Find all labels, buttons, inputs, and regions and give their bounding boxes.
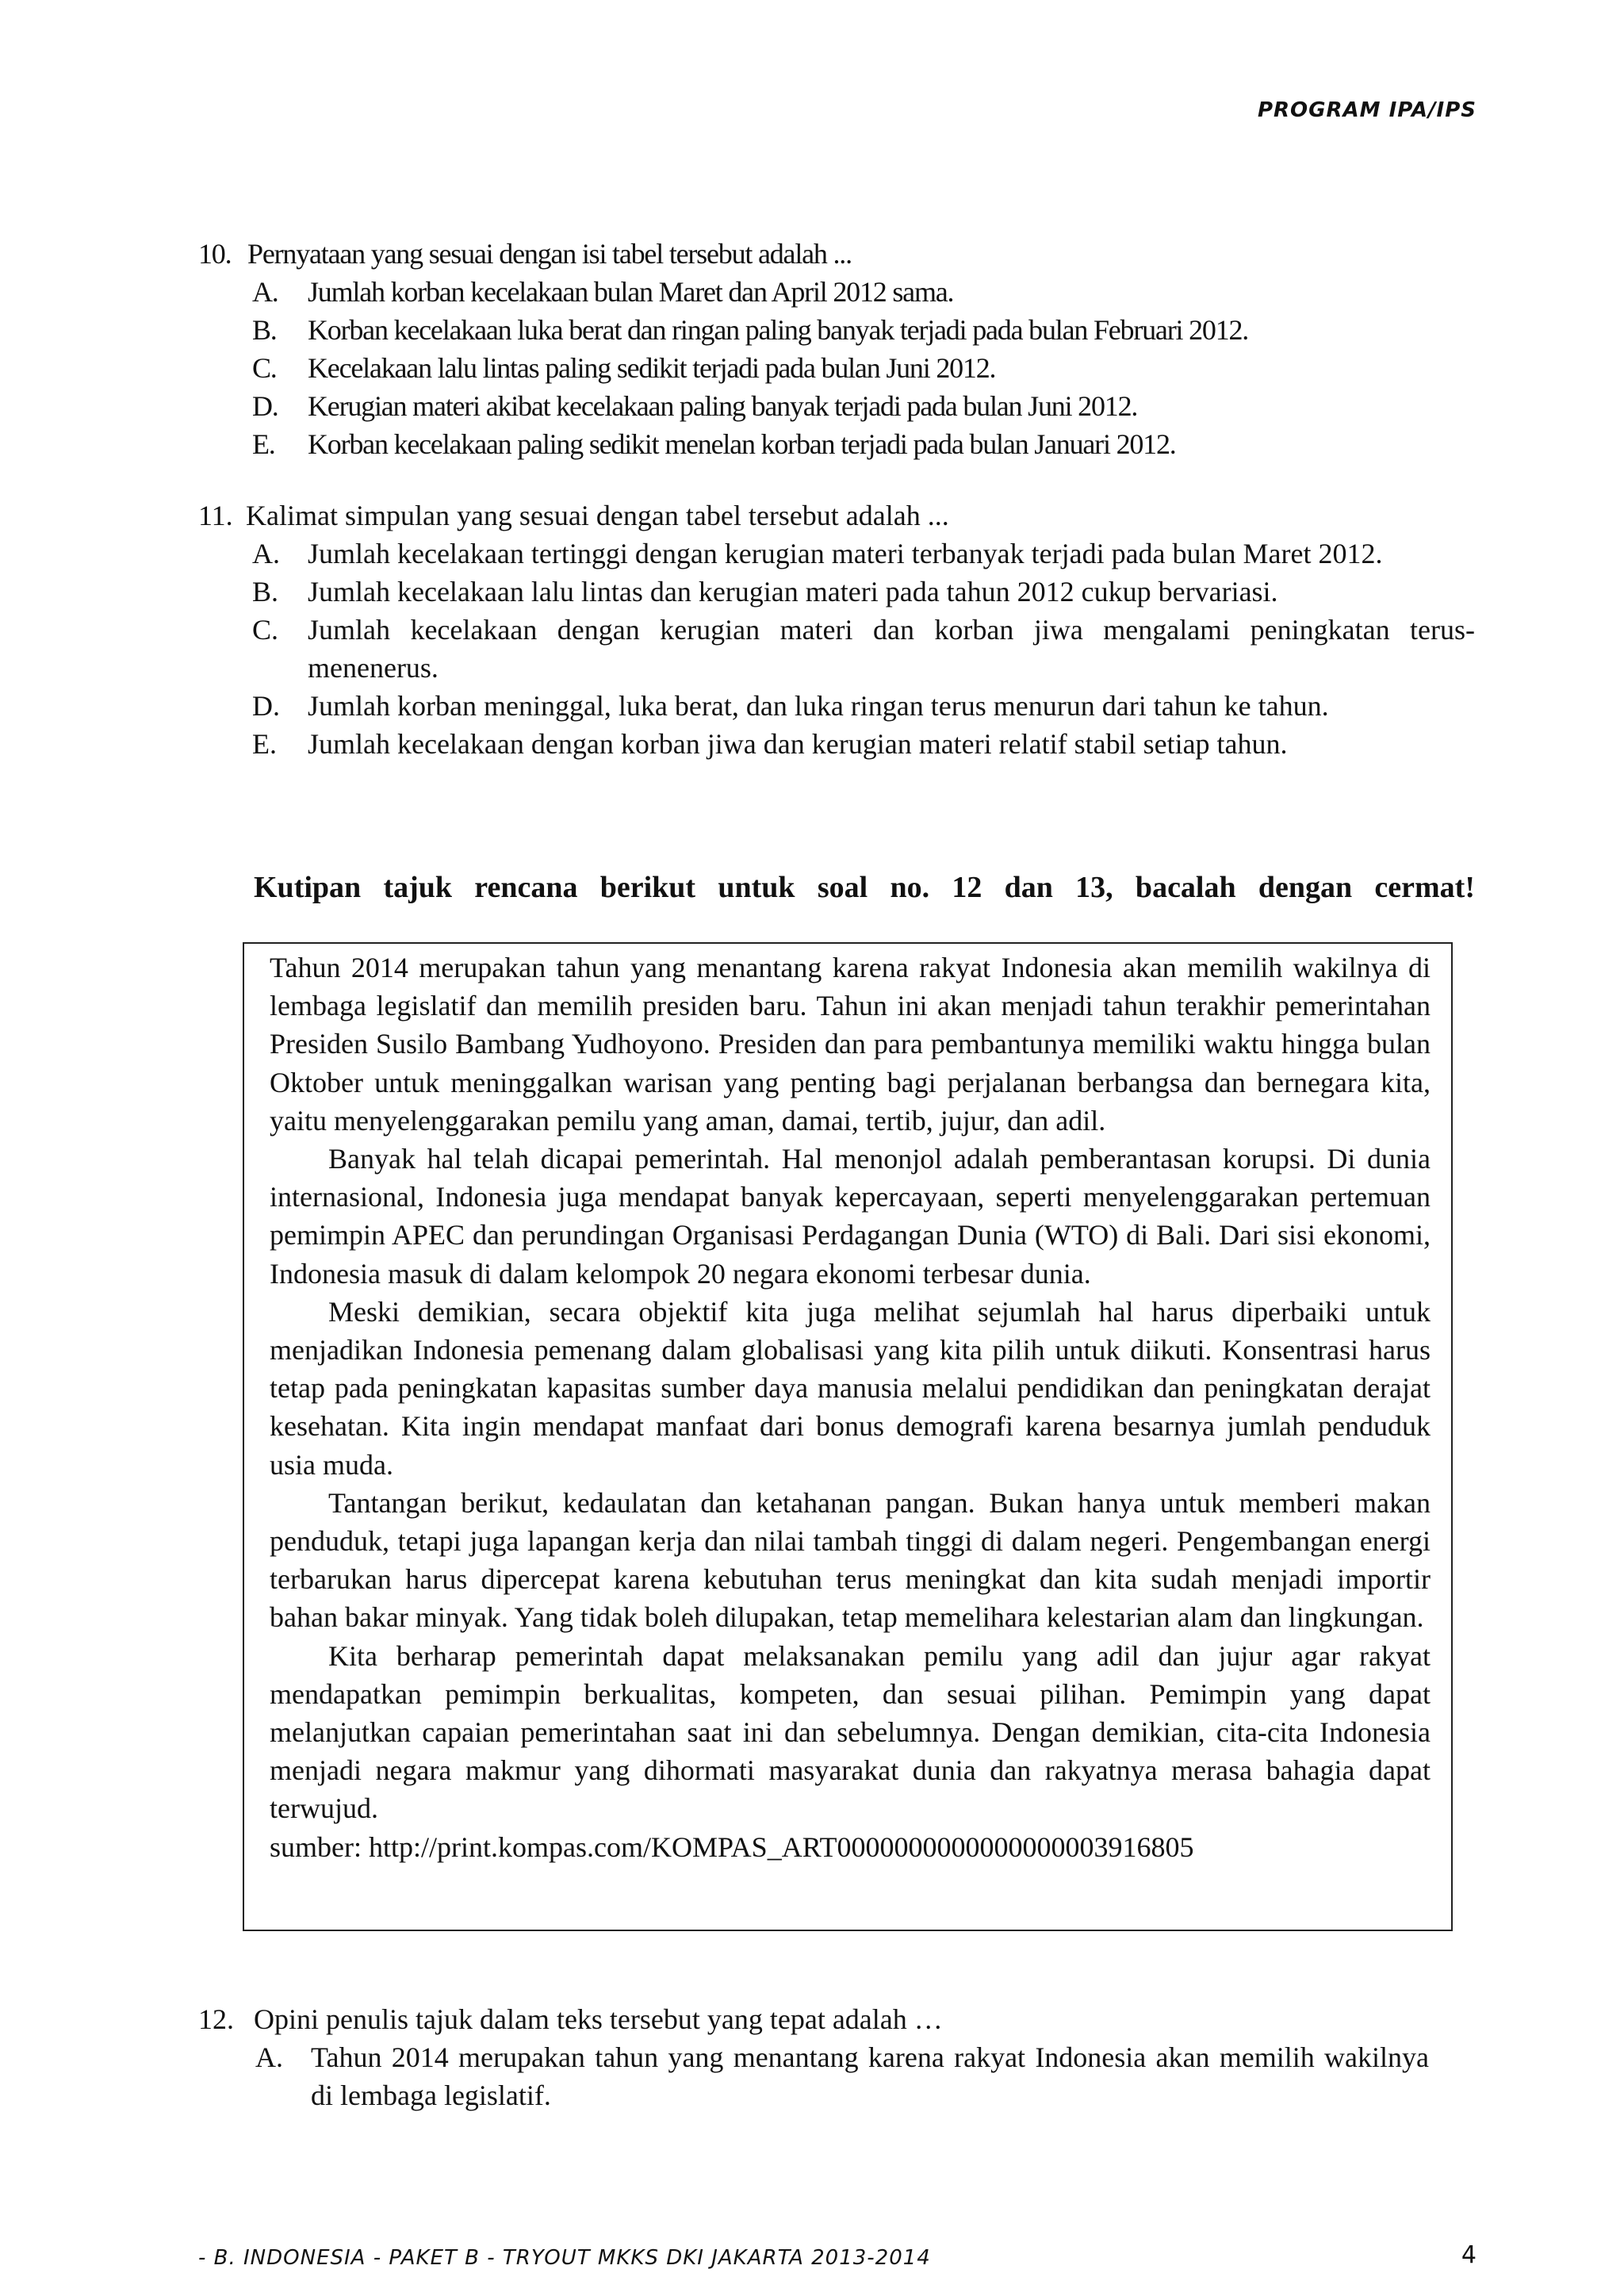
editorial-source: sumber: http://print.kompas.com/KOMPAS_ART0000000000000000003916805 bbox=[270, 1830, 1194, 1863]
question-stem bbox=[198, 2000, 1475, 2038]
option-letter: E. bbox=[252, 428, 275, 460]
option-text: Tahun 2014 merupakan tahun yang menantang karena rakyat Indonesia akan memilih wakilnya di lembaga legislatif. bbox=[311, 2041, 1429, 2111]
option-d bbox=[252, 687, 1475, 725]
option-letter: A. bbox=[255, 2041, 283, 2073]
option-e bbox=[252, 425, 1475, 463]
question-number: 11. bbox=[198, 500, 233, 531]
option-letter: E. bbox=[252, 728, 277, 760]
editorial-paragraph: Tahun 2014 merupakan tahun yang menantang karena rakyat Indonesia akan memilih wakilnya di lembaga legislatif dan memilih presiden baru. Tahun ini akan menjadi tahun terakhir pemerintahan Presiden Susilo Bambang Yudhoyono. Presiden dan para pembantunya memiliki waktu hingga bulan Oktober untuk meninggalkan warisan yang penting bagi perjalanan berbangsa dan bernegara kita, yaitu menyelenggarakan pemilu yang aman, damai, tertib, jujur, dan adil. bbox=[270, 952, 1431, 1137]
editorial-paragraph: Meski demikian, secara objektif kita juga melihat sejumlah hal harus diperbaiki untuk menjadikan Indonesia pemenang dalam globalisasi yang kita pilih untuk diikuti. Konsentrasi harus tetap pada peningkatan kapasitas sumber daya manusia melalui pendidikan dan peningkatan derajat kesehatan. Kita ingin mendapat manfaat dari bonus demografi karena besarnya jumlah penduduk usia muda. bbox=[270, 1295, 1431, 1481]
option-text: Korban kecelakaan luka berat dan ringan paling banyak terjadi pada bulan Februari 2012. bbox=[308, 314, 1249, 346]
editorial-paragraph: Kita berharap pemerintah dapat melaksanakan pemilu yang adil dan jujur agar rakyat mendapatkan pemimpin berkualitas, kompeten, dan sesuai pilihan. Pemimpin yang dapat melanjutkan capaian pemerintahan saat ini dan sebelumnya. Dengan demikian, cita-cita Indonesia menjadi negara makmur yang dihormati masyarakat dunia dan rakyatnya merasa bahagia dapat terwujud. bbox=[270, 1639, 1431, 1825]
option-letter: B. bbox=[252, 576, 279, 608]
question-stem bbox=[198, 496, 1475, 535]
option-text: Jumlah kecelakaan dengan kerugian materi dan korban jiwa mengalami peningkatan terus-menenerus. bbox=[308, 614, 1475, 684]
option-letter: D. bbox=[252, 690, 280, 722]
question-10 bbox=[198, 235, 1475, 463]
question-stem bbox=[198, 235, 1475, 273]
editorial-paragraph: Banyak hal telah dicapai pemerintah. Hal menonjol adalah pemberantasan korupsi. Di dunia internasional, Indonesia juga mendapat banyak kepercayaan, seperti menyelenggarakan pertemuan pemimpin APEC dan perundingan Organisasi Perdagangan Dunia (WTO) di Bali. Dari sisi ekonomi, Indonesia masuk di dalam kelompok 20 negara ekonomi terbesar dunia. bbox=[270, 1143, 1431, 1290]
option-text: Jumlah kecelakaan dengan korban jiwa dan kerugian materi relatif stabil setiap tahun. bbox=[308, 728, 1288, 760]
option-a bbox=[255, 2038, 1429, 2114]
option-c bbox=[252, 611, 1475, 687]
option-b bbox=[252, 573, 1475, 611]
option-text: Kecelakaan lalu lintas paling sedikit terjadi pada bulan Juni 2012. bbox=[308, 352, 996, 384]
question-text: Pernyataan yang sesuai dengan isi tabel tersebut adalah ... bbox=[247, 238, 852, 270]
editorial-box bbox=[243, 942, 1453, 1931]
editorial-instruction: Kutipan tajuk rencana berikut untuk soal no. 12 dan 13, bacalah dengan cermat! bbox=[254, 871, 1475, 904]
question-number: 10. bbox=[198, 238, 232, 270]
option-letter: A. bbox=[252, 276, 278, 308]
option-letter: D. bbox=[252, 390, 278, 422]
page-number: 4 bbox=[1461, 2241, 1477, 2269]
option-a bbox=[252, 535, 1475, 573]
question-text: Opini penulis tajuk dalam teks tersebut yang tepat adalah … bbox=[254, 2003, 943, 2035]
question-text: Kalimat simpulan yang sesuai dengan tabel tersebut adalah ... bbox=[246, 500, 949, 531]
question-11 bbox=[198, 496, 1475, 763]
option-b bbox=[252, 311, 1475, 349]
option-d bbox=[252, 387, 1475, 425]
option-letter: C. bbox=[252, 614, 279, 646]
option-letter: C. bbox=[252, 352, 277, 384]
option-text: Kerugian materi akibat kecelakaan paling banyak terjadi pada bulan Juni 2012. bbox=[308, 390, 1138, 422]
program-header: PROGRAM IPA/IPS bbox=[1257, 98, 1477, 122]
editorial-paragraph: Tantangan berikut, kedaulatan dan ketahanan pangan. Bukan hanya untuk memberi makan penduduk, tetapi juga lapangan kerja dan nilai tambah tinggi di dalam negeri. Pengembangan energi terbarukan harus dipercepat karena kebutuhan terus meningkat dan kita sudah menjadi importir bahan bakar minyak. Yang tidak boleh dilupakan, tetap memelihara kelestarian alam dan lingkungan. bbox=[270, 1486, 1431, 1634]
option-a bbox=[252, 273, 1475, 311]
option-text: Korban kecelakaan paling sedikit menelan korban terjadi pada bulan Januari 2012. bbox=[308, 428, 1176, 460]
question-12 bbox=[198, 2000, 1475, 2114]
option-text: Jumlah korban meninggal, luka berat, dan luka ringan terus menurun dari tahun ke tahun. bbox=[308, 690, 1329, 722]
option-text: Jumlah korban kecelakaan bulan Maret dan April 2012 sama. bbox=[308, 276, 954, 308]
option-text: Jumlah kecelakaan tertinggi dengan kerugian materi terbanyak terjadi pada bulan Maret 2012. bbox=[308, 538, 1383, 569]
option-text: Jumlah kecelakaan lalu lintas dan kerugian materi pada tahun 2012 cukup bervariasi. bbox=[308, 576, 1278, 608]
page-footer: - B. INDONESIA - PAKET B - TRYOUT MKKS DKI JAKARTA 2013-2014 bbox=[198, 2246, 931, 2270]
option-letter: A. bbox=[252, 538, 280, 569]
option-c bbox=[252, 349, 1475, 387]
option-letter: B. bbox=[252, 314, 277, 346]
option-e bbox=[252, 725, 1475, 763]
question-number: 12. bbox=[198, 2003, 234, 2035]
